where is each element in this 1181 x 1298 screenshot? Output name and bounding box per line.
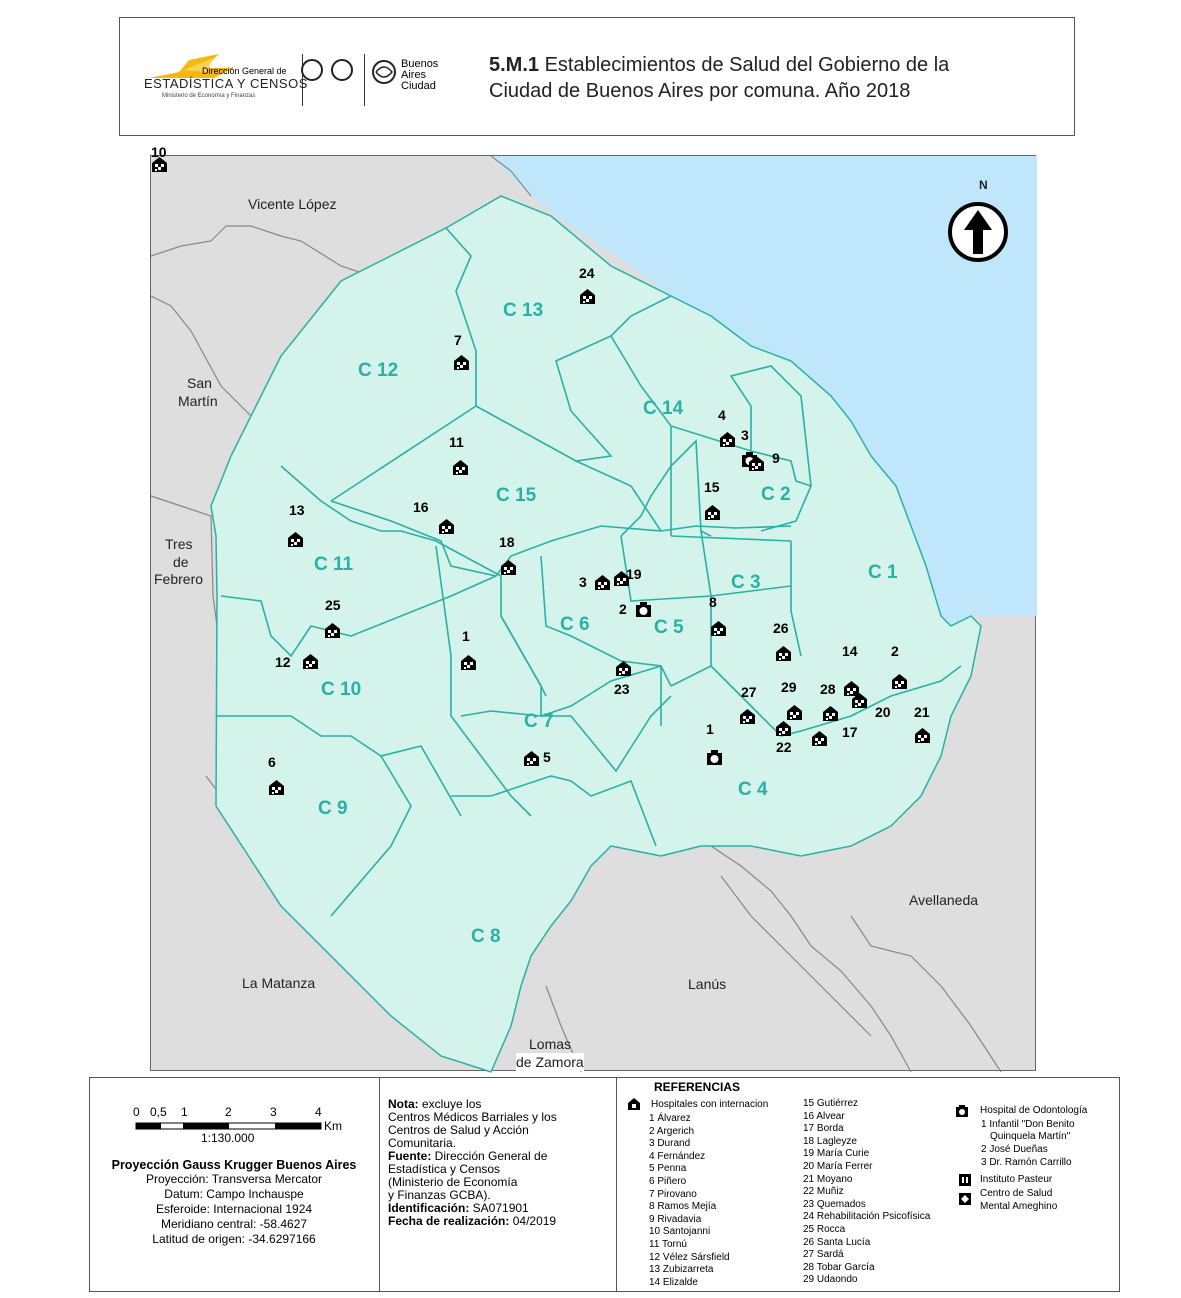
marker-number-label: 3	[579, 574, 587, 590]
marker-number-label: 12	[275, 654, 291, 670]
label-san-martin: Martín	[178, 393, 218, 409]
odontologia-item: Quinquela Martín"	[990, 1131, 1071, 1142]
scale-unit: Km	[324, 1119, 342, 1133]
comuna-label: C 12	[358, 360, 399, 381]
projection-line: Latitud de origen: -34.6297166	[152, 1232, 316, 1246]
hospital-legend-item: 12 Vélez Sársfield	[649, 1251, 730, 1263]
comuna-label: C 10	[321, 679, 362, 700]
hospital-marker-icon[interactable]	[775, 645, 792, 662]
logo-text: Ministerio de Economía y Finanzas	[162, 93, 256, 99]
pasteur-legend-icon	[958, 1173, 972, 1187]
hospital-legend-item: 24 Rehabilitación Psicofísica	[803, 1211, 931, 1223]
hospital-marker-icon[interactable]	[739, 708, 756, 725]
north-arrow-icon	[950, 204, 1006, 260]
legend-panel	[89, 1077, 1120, 1292]
logo-text: Aires	[401, 69, 427, 81]
marker-number-label: 4	[718, 407, 726, 423]
hospital-legend-item: 16 Alvear	[803, 1110, 845, 1122]
marker-number-label: 16	[413, 499, 429, 515]
fecha-value: 04/2019	[509, 1214, 557, 1228]
hospital-marker-icon[interactable]	[302, 653, 319, 670]
hospital-legend-item: 13 Zubizarreta	[649, 1264, 714, 1276]
marker-number-label: 24	[579, 265, 595, 281]
odontologia-item: 2 José Dueñas	[981, 1144, 1048, 1155]
scale-tick: 1	[181, 1105, 188, 1119]
marker-number-label: 22	[776, 739, 792, 755]
hospital-legend-item: 17 Borda	[803, 1123, 844, 1135]
label-lanus: Lanús	[688, 976, 727, 992]
label-tres-de-febrero: de	[173, 554, 189, 570]
hospital-marker-icon[interactable]	[748, 455, 765, 472]
hospital-legend-item: 5 Penna	[649, 1163, 687, 1175]
marker-number-label: 27	[741, 684, 757, 700]
hospital-legend-item: 10 Santojanni	[649, 1226, 711, 1238]
odontologia-item: 3 Dr. Ramón Carrillo	[981, 1157, 1072, 1168]
ident-value: SA071901	[469, 1201, 529, 1215]
hospital-legend-item: 4 Fernández	[649, 1150, 706, 1162]
ameghino-legend-label: Mental Ameghino	[980, 1201, 1058, 1212]
title-line-1: Establecimientos de Salud del Gobierno de la	[544, 54, 950, 76]
hospital-marker-icon[interactable]	[811, 730, 828, 747]
comuna-label: C 3	[731, 572, 761, 593]
nota-label: Nota:	[388, 1097, 419, 1111]
scale-ratio: 1:130.000	[201, 1131, 255, 1145]
marker-number-label: 1	[706, 721, 714, 737]
title-code: 5.M.1	[489, 54, 540, 76]
hospital-legend-item: 29 Udaondo	[803, 1274, 858, 1286]
fuente-label: Fuente:	[388, 1149, 432, 1163]
ident-label: Identificación:	[388, 1201, 470, 1215]
label-la-matanza: La Matanza	[242, 975, 316, 991]
marker-number-label: 17	[842, 724, 858, 740]
hospital-legend-item: 14 Elizalde	[649, 1276, 698, 1288]
odontologia-marker-icon[interactable]	[706, 749, 723, 766]
hospital-legend-item: 3 Durand	[649, 1138, 691, 1150]
hospital-legend-item: 19 María Curie	[803, 1148, 870, 1160]
hospital-marker-icon[interactable]	[594, 574, 611, 591]
hospital-marker-icon[interactable]	[891, 673, 908, 690]
odontologia-legend-header: Hospital de Odontología	[980, 1105, 1088, 1116]
marker-number-label: 23	[614, 681, 630, 697]
scale-tick: 0	[133, 1105, 140, 1119]
label-tres-de-febrero: Tres	[165, 536, 193, 552]
nota-text: Centros Médicos Barriales y los	[388, 1110, 557, 1124]
fuente-text: y Finanzas GCBA).	[388, 1188, 491, 1202]
comuna-label: C 7	[524, 711, 554, 732]
logo-text: Ciudad	[401, 80, 436, 92]
hospital-marker-icon[interactable]	[460, 654, 477, 671]
hospital-legend-item: 8 Ramos Mejía	[649, 1201, 717, 1213]
marker-number-label: 11	[449, 434, 464, 450]
label-vicente-lopez: Vicente López	[248, 196, 337, 212]
ameghino-legend-icon	[958, 1192, 972, 1206]
hospital-marker-icon[interactable]	[822, 705, 839, 722]
map-header	[119, 17, 1075, 136]
hospital-legend-item: 15 Gutiérrez	[803, 1098, 859, 1109]
marker-number-label: 28	[820, 681, 836, 697]
hospital-marker-icon[interactable]	[710, 620, 727, 637]
hospital-marker-icon[interactable]	[579, 288, 596, 305]
projection-line: Datum: Campo Inchauspe	[164, 1187, 304, 1201]
hospital-marker-icon[interactable]	[615, 660, 632, 677]
hospital-legend-item: 6 Piñero	[649, 1175, 687, 1187]
comuna-label: C 6	[560, 614, 590, 635]
hospital-list-col1	[649, 1113, 730, 1289]
marker-number-label: 25	[325, 597, 341, 613]
comuna-label: C 15	[496, 485, 537, 506]
comuna-label: C 14	[643, 398, 684, 419]
odontologia-marker-icon[interactable]	[635, 601, 652, 618]
pasteur-legend-label: Instituto Pasteur	[980, 1174, 1053, 1185]
hospital-marker-icon[interactable]	[438, 518, 455, 535]
marker-number-label: 18	[499, 534, 515, 550]
scale-tick: 0,5	[150, 1105, 167, 1119]
scale-tick: 3	[270, 1105, 277, 1119]
hospital-legend-item: 22 Muñiz	[803, 1186, 844, 1198]
hospital-legend-icon	[627, 1097, 641, 1111]
marker-number-label: 20	[875, 704, 891, 720]
hospital-legend-item: 18 Lagleyze	[803, 1135, 857, 1147]
marker-number-label: 2	[891, 643, 899, 659]
legend-notes	[388, 1098, 608, 1228]
hospital-legend-item: 28 Tobar García	[803, 1261, 875, 1273]
hospital-list-col2	[803, 1098, 930, 1287]
odontologia-item: 1 Infantil "Don Benito	[981, 1119, 1075, 1130]
label-tres-de-febrero: Febrero	[154, 571, 204, 587]
marker-number-label: 15	[704, 479, 720, 495]
fecha-label: Fecha de realización:	[388, 1214, 510, 1228]
hospital-marker-icon[interactable]	[719, 431, 736, 448]
hospital-marker-icon[interactable]	[914, 727, 931, 744]
hospital-legend-item: 27 Sardá	[803, 1249, 844, 1261]
comuna-label: C 5	[654, 617, 684, 638]
marker-number-label: 3	[741, 427, 749, 443]
comuna-label: C 13	[503, 300, 544, 321]
label-avellaneda: Avellaneda	[909, 892, 979, 908]
scale-tick: 4	[315, 1105, 322, 1119]
north-label: N	[979, 178, 988, 192]
marker-number-label: 1	[462, 628, 470, 644]
title-line-2: Ciudad de Buenos Aires por comuna. Año 2018	[489, 80, 911, 102]
hospital-legend-item: 20 María Ferrer	[803, 1160, 873, 1172]
marker-number-label: 13	[289, 502, 305, 518]
hospital-marker-icon[interactable]	[324, 622, 341, 639]
projection-line: Meridiano central: -58.4627	[160, 1217, 308, 1231]
hospital-legend-item: 9 Rivadavia	[649, 1213, 702, 1225]
projection-line: Proyección: Transversa Mercator	[145, 1172, 323, 1186]
hospital-marker-icon[interactable]	[268, 779, 285, 796]
hospital-marker-icon[interactable]	[500, 559, 517, 576]
marker-number-label: 19	[626, 566, 642, 582]
comuna-label: C 4	[738, 779, 768, 800]
marker-number-label: 2	[619, 601, 627, 617]
hospital-legend-item: 11 Tornú	[649, 1238, 687, 1250]
marker-number-label: 14	[842, 643, 858, 659]
hospital-legend-item: 7 Pirovano	[649, 1188, 697, 1200]
comuna-label: C 11	[314, 554, 354, 575]
scale-tick: 2	[225, 1105, 232, 1119]
fuente-text: (Ministerio de Economía	[388, 1175, 518, 1189]
hospital-marker-icon[interactable]	[452, 459, 469, 476]
ameghino-legend-label: Centro de Salud	[980, 1188, 1053, 1199]
marker-number-label: 10	[151, 144, 167, 160]
projection-line: Esferoide: Internacional 1924	[155, 1202, 313, 1216]
logo-text: Buenos	[401, 58, 439, 70]
fuente-text: Dirección General de	[431, 1149, 548, 1163]
hospital-legend-item: 26 Santa Lucía	[803, 1236, 871, 1248]
map-panel	[150, 144, 1036, 1071]
hospital-legend-item: 21 Moyano	[803, 1173, 853, 1185]
comuna-label: C 1	[868, 562, 898, 583]
references-title: REFERENCIAS	[654, 1080, 741, 1094]
marker-number-label: 26	[773, 620, 789, 636]
marker-number-label: 21	[914, 704, 930, 720]
nota-text: Comunitaria.	[388, 1136, 457, 1150]
hospital-marker-icon[interactable]	[453, 354, 470, 371]
hospital-legend-header: Hospitales con internacion	[651, 1099, 769, 1110]
label-san-martin: San	[187, 375, 212, 391]
nota-text: Centros de Salud y Acción	[388, 1123, 529, 1137]
hospital-marker-icon[interactable]	[523, 750, 540, 767]
comuna-label: C 2	[761, 484, 791, 505]
projection-title: Proyección Gauss Krugger Buenos Aires	[111, 1158, 357, 1172]
marker-number-label: 6	[268, 754, 276, 770]
logos	[144, 48, 444, 108]
hospital-legend-item: 1 Álvarez	[649, 1113, 691, 1124]
marker-number-label: 5	[543, 749, 551, 765]
logo-text: ESTADÍSTICA Y CENSOS	[144, 76, 308, 91]
marker-number-label: 8	[709, 594, 717, 610]
hospital-legend-item: 23 Quemados	[803, 1198, 866, 1210]
hospital-marker-icon[interactable]	[786, 704, 803, 721]
hospital-legend-item: 2 Argerich	[649, 1125, 695, 1137]
comuna-label: C 9	[318, 798, 348, 819]
marker-number-label: 7	[454, 332, 462, 348]
hospital-marker-icon[interactable]	[775, 720, 792, 737]
fuente-text: Estadística y Censos	[388, 1162, 501, 1176]
marker-number-label: 9	[772, 450, 780, 466]
logo-text: Dirección General de	[202, 66, 287, 76]
label-lomas-de-zamora: de Zamora	[516, 1054, 584, 1070]
odontologia-legend-icon	[955, 1104, 969, 1118]
nota-text: excluye los	[418, 1097, 482, 1111]
hospital-legend-item: 25 Rocca	[803, 1223, 846, 1235]
hospital-marker-icon[interactable]	[704, 504, 721, 521]
marker-number-label: 29	[781, 679, 797, 695]
map-title	[489, 52, 1059, 104]
label-lomas-de-zamora: Lomas	[529, 1036, 572, 1052]
hospital-marker-icon[interactable]	[287, 531, 304, 548]
hospital-marker-icon[interactable]	[851, 692, 868, 709]
comuna-label: C 8	[471, 926, 501, 947]
legend-scale-section	[90, 1078, 380, 1291]
